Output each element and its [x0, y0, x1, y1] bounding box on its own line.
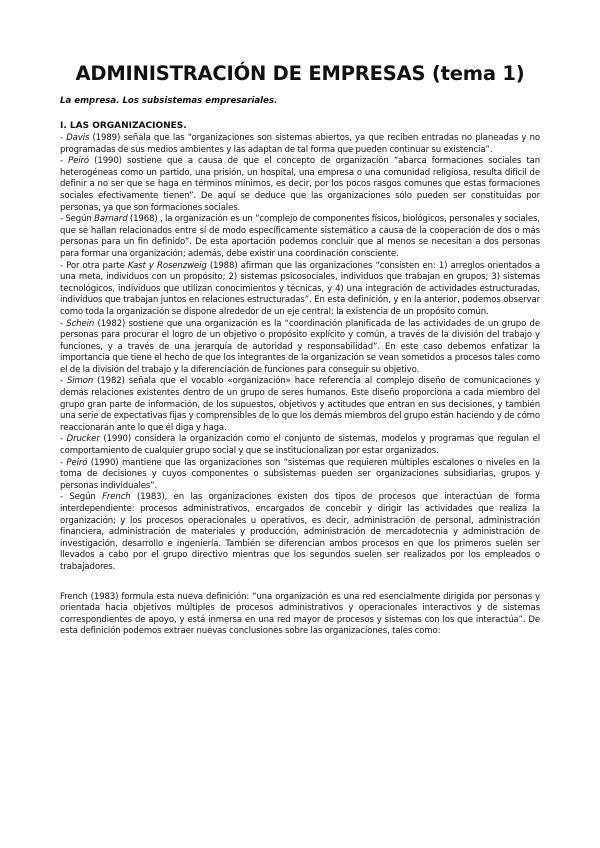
entry-text: (1982) señala que el vocablo «organización» hace referencia al complejo diseño de comunicaciones y demás relaciones existentes dentro de un grupo de seres humanos. Este diseño proporciona a cada miembro del grupo gran parte de información, de los supuestos, objetivos y actitudes que entran en sus decisiones, y también una serie de expectativas fijas y comprensibles de lo que los demás miembros del grupo están haciendo y de cómo reaccionarán ante lo que él diga y haga.: [60, 376, 540, 433]
paragraph-spacer: [60, 574, 540, 592]
entry-text: (1988) afirman que las organizaciones “consisten en: 1) arreglos orientados a una meta, individuos con un propósito; 2) sistemas psicosociales, individuos que trabajan en grupos; 3) sistemas tecnológicos, individuos que utilizan conocimientos y técnicas, y 4) una integración de actividades estructuradas, individuos que trabajan juntos en relaciones estructuradas”. En esta definición, y en la anterior, podemos observar como toda la organización se dispone alrededor de un eje central: la existencia de un propósito común.: [60, 260, 540, 317]
entry-drucker: [60, 434, 540, 457]
entry-text: (1983), en las organizaciones existen dos tipos de procesos que interactúan de forma interdependiente: procesos administrativos, encargados de concebir y dirigir las actividades que realiza la organización; y los procesos operacionales u operativos, es decir, administración de personal, administración financiera, administración de materiales y producción, administración de mercadotecnia y administración de investigación, desarrollo e ingeniería. También se diferencian ambos procesos en que los primeros suelen ser llevados a cabo por el grupo directivo mientras que los segundos suelen ser realizados por los empleados o trabajadores.: [60, 492, 540, 572]
entry-simon: [60, 376, 540, 434]
document-page: [60, 62, 540, 638]
entry-author: Peiró: [68, 156, 90, 167]
entry-text: (1990) considera la organización como el conjunto de sistemas, modelos y programas que regulan el comportamiento de cualquier grupo social y que se institucionalizan por estar organizados.: [60, 434, 540, 457]
entry-prefix: -: [60, 457, 67, 468]
entry-author: Simon: [66, 376, 94, 387]
entry-text: (1968) , la organización es un “complejo de componentes físicos, biológicos, personales y sociales, que se hallan relacionados entre sí de modo específicamente sistemático a causa de la cooperación de dos o más personas para un fin definido”. De esta aportación podemos concluir que al menos se necesitan a dos personas para formar una organización; además, debe existir una coordinación consciente.: [60, 214, 540, 259]
entry-barnard: [60, 214, 540, 260]
entry-prefix: -: [60, 156, 69, 167]
entry-prefix: -: [60, 434, 67, 445]
entry-author: Barnard: [94, 214, 128, 225]
entry-french: [60, 492, 540, 573]
document-subtitle: La empresa. Los subsistemas empresariales.: [60, 96, 278, 106]
entry-prefix: -: [60, 318, 67, 329]
entry-peiro-1: [60, 156, 540, 214]
entry-peiro-2: [60, 458, 540, 493]
entry-davis: [60, 133, 540, 156]
entry-author: Davis: [66, 133, 90, 143]
entry-prefix: -: [60, 376, 67, 387]
entry-author: Kast y Rosenzweig: [127, 260, 207, 271]
entry-prefix: - Por otra parte: [60, 260, 128, 271]
closing-paragraph: French (1983) formula esta nueva definición: “una organización es una red esencialmente dirigida por personas y orientada hacia objetivos múltiples de procesos administrativos y operacionales interactivos y de sistemas correspondientes de apoyo, y está inmersa en una red mayor de procesos y sistemas con los que interactúa”. De esta definición podemos extraer nuevas conclusiones sobre las organizaciones, tales como:: [60, 591, 540, 637]
entry-text: (1982) sostiene que una organización es la “coordinación planificada de las actividades de un grupo de personas para procurar el logro de un objetivo o propósito explícito y común, a través de la división del trabajo y funciones, y a través de una jerarquía de autoridad y responsabilidad”. En este caso debemos enfatizar la importancia que tiene el hecho de que los integrantes de la organización se vean sometidos a procesos tales como el de la división del trabajo y la diferenciación de funciones para conseguir su objetivo.: [60, 318, 540, 375]
entry-prefix: -: [60, 133, 67, 143]
section-heading: I. LAS ORGANIZACIONES.: [60, 121, 187, 131]
entry-kast-rosenzweig: [60, 261, 540, 319]
entry-author: French: [102, 492, 131, 503]
entry-prefix: - Según: [60, 214, 95, 225]
entry-text: (1990) sostiene que a causa de que el concepto de organización “abarca formaciones sociales tan heterogéneas como un partido, una prisión, un hospital, una empresa o una comunidad religiosa, resulta difícil de definir a no ser que se haga en términos mínimos, es decir, por los pocos rasgos comunes que estas formaciones sociales efectivamente tienen”. De aquí se deduce que las organizaciones sólo pueden ser constituidas por personas, ya que son formaciones sociales.: [60, 156, 540, 213]
entry-author: Drucker: [66, 434, 100, 445]
entries-list: [60, 133, 540, 574]
entry-text: (1990) mantiene que las organizaciones son “sistemas que requieren múltiples escalones o niveles en la toma de decisiones y cuyos componentes o subsistemas pueden ser organizaciones subsidiarias, grupos y personas individuales”.: [60, 457, 540, 491]
entry-prefix: - Según: [60, 492, 103, 503]
entry-schein: [60, 319, 540, 377]
document-title: ADMINISTRACIÓN DE EMPRESAS (tema 1): [75, 62, 525, 85]
entry-author: Peiró: [66, 457, 88, 468]
entry-author: Schein: [66, 318, 95, 329]
entry-text: (1989) señala que las “organizaciones son sistemas abiertos, ya que reciben entradas no planeadas y no programadas de sus medios ambientes y las adaptan de tal forma que pueden continuar su existencia”.: [60, 133, 540, 155]
